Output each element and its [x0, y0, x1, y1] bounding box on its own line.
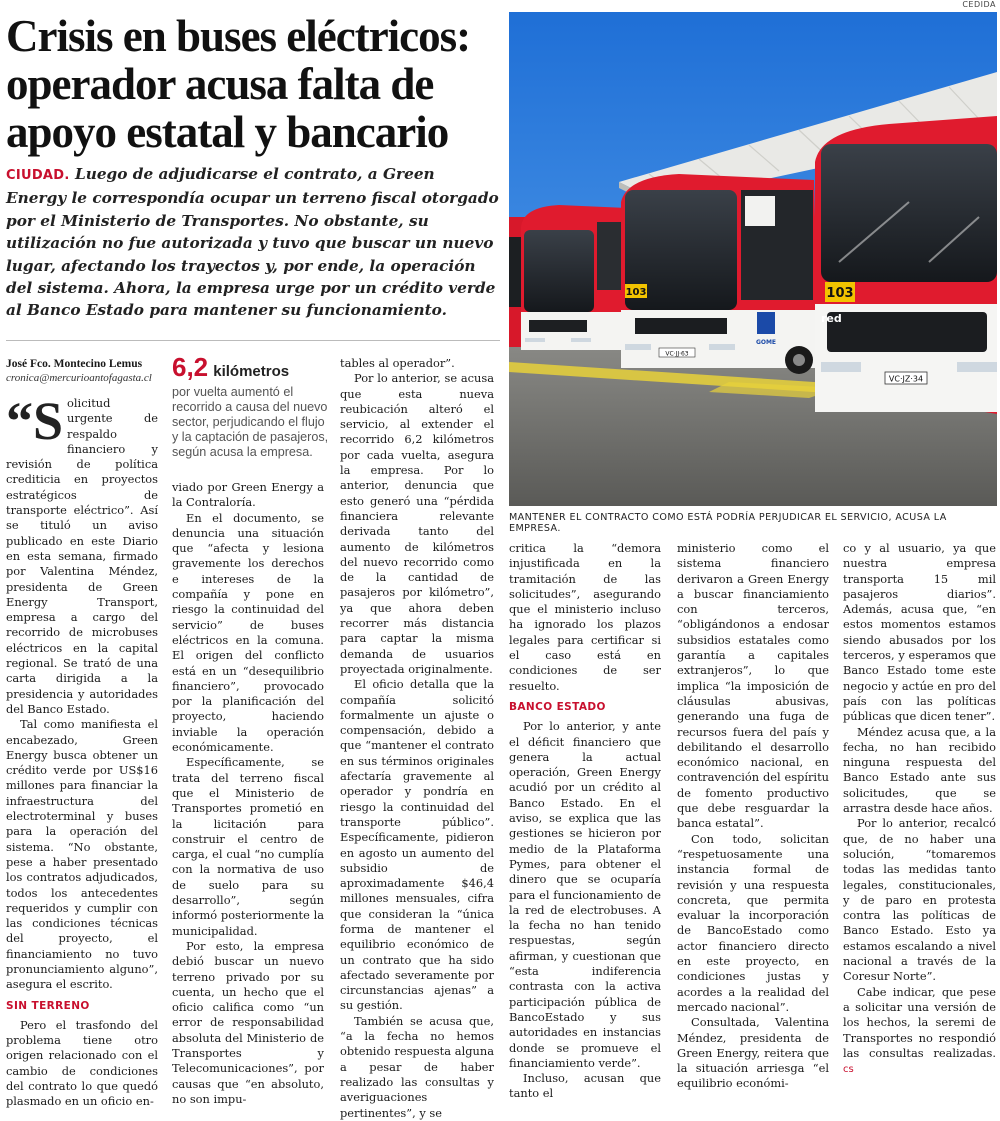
- brand-red-logo: red: [821, 312, 842, 325]
- article-column-5: [677, 541, 829, 1092]
- paragraph: Méndez acusa que, a la fecha, no han recibido ninguna respuesta del Banco Estado ante sus solicitudes, que se arrastra desde hace años.: [843, 724, 996, 816]
- plate-middle: VC·JJ·63: [665, 350, 689, 358]
- paragraph: El oficio detalla que la compañía solicitó formalmente un ajuste o compensación, debido a que “mantener el contrato en sus términos originales afectaría gravemente al operador y pondría en riesgo la continuidad del transporte público”. Específicamente, pidieron en agosto un aumento del subsidio de aproximadamente $46,4 millones mensuales, cifra que consideran la “única forma de mantener el equilibrio económico de un contrato que ha sido afectado severamente por circunstancias ajenas” a su gestión.: [340, 677, 494, 1013]
- paragraph: Tal como manifiesta el encabezado, Green Energy busca obtener un crédito verde por US$16 millones para financiar la infraestructura del electroterminal y buses para la operación del sistema. “No obstante, pese a haber presentado los contratos adjudicados, todos los antecedentes requeridos y cumplir con las condiciones técnicas del proyecto, el financiamiento no tuvo pronunciamiento alguno”, asegura el escrito.: [6, 717, 158, 992]
- bus-photo: [509, 12, 997, 506]
- paragraph: Pero el trasfondo del problema tiene otro origen relacionado con el cambio de condiciones del contrato lo que quedó plasmado en un oficio en-: [6, 1017, 158, 1109]
- paragraph: critica la “demora injustificada en la tramitación de las solicitudes”, asegurando que el ministerio incluso ha ignorado los plazos legales para certificar si el caso está en condiciones de ser resuelto.: [509, 541, 661, 693]
- paragraph: Por esto, la empresa debió buscar un nuevo terreno privado por su cuenta, un hecho que el oficio califica como “un error de responsabilidad absoluta del Ministerio de Transportes y Telecomunicaciones”, por causas que “en absoluto, no son impu-: [172, 938, 324, 1106]
- paragraph: co y al usuario, ya que nuestra empresa transporta 15 mil pasajeros diarios”. Además, acusa que, “en estos momentos estamos siendo abusados por los terceros, y esperamos que Banco Estado tome este negocio y actúe en pro del país con las políticas públicas que dicen tener”.: [843, 541, 996, 724]
- paragraph: viado por Green Energy a la Contraloría.: [172, 480, 324, 510]
- paragraph: Cabe indicar, que pese a solicitar una versión de los hechos, la seremi de Transportes no respondió las consultas realizadas. cs: [843, 984, 996, 1076]
- end-mark: cs: [843, 1064, 854, 1076]
- drop-cap: “S: [6, 391, 64, 451]
- author-name: José Fco. Montecino Lemus: [6, 358, 143, 370]
- article-column-4: [509, 541, 661, 1102]
- divider: [6, 340, 500, 341]
- paragraph: En el documento, se denuncia una situación que “afecta y lesiona gravemente los derechos e intereses de la compañía y pone en riesgo la continuidad del servicio” de buses eléctricos en la comuna. El origen del conflicto está en un “desequilibrio financiero”, provocado por la planificación del proyecto, haciendo inviable la operación económicamente.: [172, 510, 324, 755]
- article-column-1: [6, 391, 158, 1110]
- byline: [6, 358, 166, 384]
- subhead-sin-terreno: SIN TERRENO: [6, 999, 90, 1012]
- lead-text: Luego de adjudicarse el contrato, a Green Energy le correspondía ocupar un terreno fiscal otorgado por el Ministerio de Transportes. No obstante, su utilización no fue autorizada y tuvo que buscar un nuevo lugar, afectando los trayectos y, por ende, la operación del sistema. Ahora, la empresa urge por un crédito verde al Banco Estado para mantener su funcionamiento.: [6, 165, 499, 320]
- paragraph: Incluso, acusan que tanto el: [509, 1071, 661, 1101]
- lead-paragraph: [6, 163, 500, 322]
- stat-number: 6,2: [172, 352, 209, 382]
- article-column-3: [340, 356, 494, 1121]
- article-column-2: [172, 480, 324, 1107]
- paragraph: Consultada, Valentina Méndez, presidenta de Green Energy, reitera que la situación arriesga “el equilibrio económi-: [677, 1015, 829, 1091]
- plate-front: VC·JZ·34: [888, 374, 924, 384]
- headline: Crisis en buses eléctricos: operador acusa falta de apoyo estatal y bancario: [6, 11, 471, 157]
- article-column-6: [843, 541, 996, 1077]
- stat-description: por vuelta aumentó el recorrido a causa del nuevo sector, perjudicando el flujo y la captación de pasajeros, según acusa la empresa.: [172, 385, 329, 459]
- stat-highlight: [172, 352, 330, 460]
- paragraph: También se acusa que, “a la fecha no hemos obtenido respuesta alguna a pesar de haber realizado las consultas y averiguaciones pertinentes”, y se: [340, 1013, 494, 1120]
- paragraph: Específicamente, se trata del terreno fiscal que el Ministerio de Transportes prometió en la licitación para construir el centro de carga, el cual “no cumplía con la normativa de uso de suelo para su desarrollo”, según informó posteriormente la municipalidad.: [172, 755, 324, 938]
- stat-unit: kilómetros: [213, 363, 290, 380]
- photo-caption: MANTENER EL CONTRACTO COMO ESTÁ PODRÍA PERJUDICAR EL SERVICIO, ACUSA LA EMPRESA.: [509, 512, 947, 534]
- paragraph: Por lo anterior, se acusa que esta nueva reubicación alteró el servicio, al extender el recorrido 6,2 kilómetros por cada vuelta, asegura la empresa. Por lo anterior, denuncia que esto generó una “pérdida financiera relevante derivada tanto del aumento de kilómetros del nuevo recorrido como de la cantidad de pasajeros por kilómetro”, ya que ahora deben recorrer más distancia para captar la misma demanda de usuarios proyectada originalmente.: [340, 371, 494, 676]
- opening-paragraph: “Solicitud urgente de respaldo financiero y revisión de política crediticia en proyectos estratégicos de transporte eléctrico”. Así se tituló un aviso publicado en este Diario en esta semana, firmado por Valentina Méndez, presidenta de Green Energy Transport, empresa a cargo del recorrido de microbuses eléctricos en la capital regional. Se trató de una carta dirigida a la presidencia y autoridades del Banco Estado.: [6, 391, 158, 716]
- section-tag: CIUDAD.: [6, 168, 70, 183]
- paragraph: tables al operador”.: [340, 356, 455, 370]
- route-number-middle: 103: [625, 287, 647, 298]
- route-number-front: 103: [826, 286, 854, 301]
- operator-logo-middle: GOME: [755, 339, 777, 346]
- paragraph: Por lo anterior, y ante el déficit financiero que genera la actual operación, Green Energy acudió por un crédito al Banco Estado. En el aviso, se explica que las gestiones se hicieron por medio de la Plataforma Pymes, para obtener el dinero que se ocuparía para el funcionamiento de la red de electrobuses. A la fecha no han tenido respuestas, según afirman, y cuestionan que “esta indiferencia contrasta con la activa participación pública de BancoEstado y sus autoridades en instancias donde se promueve el financiamiento verde”.: [509, 719, 661, 1070]
- subhead-banco-estado: BANCO ESTADO: [509, 700, 606, 713]
- paragraph: ministerio como el sistema financiero derivaron a Green Energy a buscar financiamiento con terceros, “obligándonos a endosar subsidios estatales como garantía a capitales extranjeros”, lo que implica “la imposición de cláusulas abusivas, generando una fuga de recursos fuera del país y debilitando el desarrollo económico nacional, en contravención del espíritu de fomento productivo que debe resguardar la banca estatal”.: [677, 541, 829, 831]
- photo-credit: CEDIDA: [962, 0, 996, 9]
- author-email[interactable]: cronica@mercurioantofagasta.cl: [6, 372, 152, 384]
- paragraph: Con todo, solicitan “respetuosamente una instancia formal de revisión y una respuesta concreta, que permita evaluar la incorporación de BancoEstado como actor financiero directo en este proyecto, en condiciones justas y acordes a la realidad del mercado nacional”.: [677, 831, 829, 1014]
- paragraph: Por lo anterior, recalcó que, de no haber una solución, “tomaremos todas las medidas tanto legales, constitucionales, y de paro en protesta contra las políticas de Banco Estado. Esto ya estamos escalando a nivel nacional a través de la Coresur Norte”.: [843, 816, 996, 984]
